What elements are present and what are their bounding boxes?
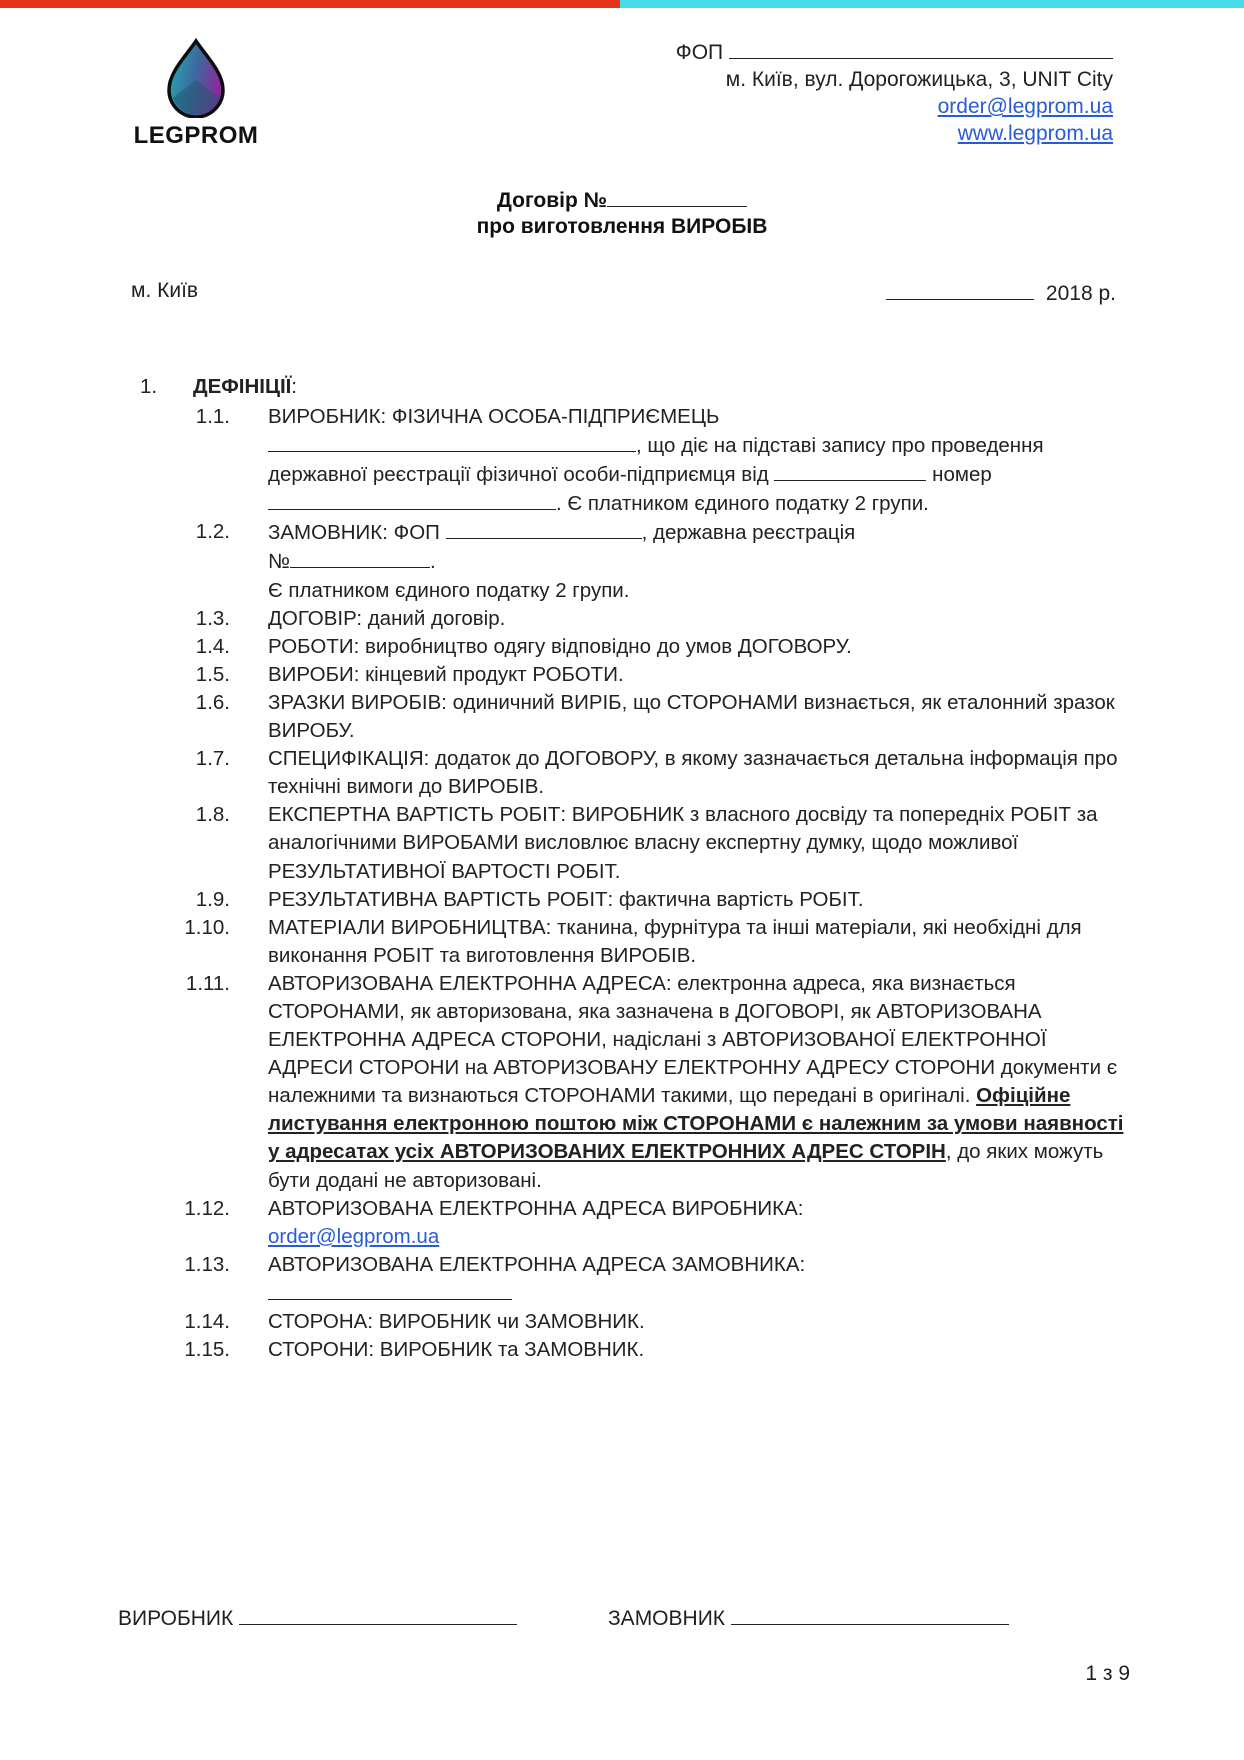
item-text: . Є платником єдиного податку 2 групи. [556,492,929,516]
fop-line [676,38,1113,66]
producer-signature-blank[interactable] [239,1604,517,1625]
customer-registration-blank[interactable] [290,547,430,568]
address: м. Київ, вул. Дорогожицька, 3, UNIT City [725,68,1113,91]
item-number: 1.12. [184,1196,230,1220]
definition-item [0,745,1244,801]
customer-signature-label: ЗАМОВНИК [608,1607,726,1630]
contract-number-label: Договір № [496,189,608,212]
producer-signature-label: ВИРОБНИК [118,1607,234,1630]
item-number: 1.7. [195,747,230,771]
item-number: 1.15. [184,1338,230,1362]
producer-name-blank[interactable] [268,431,636,452]
item-text: ВИРОБИ: кінцевий продукт РОБОТИ. [268,662,624,686]
definition-item [0,1195,1244,1251]
item-text: РОБОТИ: виробництво одягу відповідно до умов ДОГОВОРУ. [268,634,852,658]
item-number: 1.10. [184,915,230,939]
date-blank[interactable] [886,279,1034,300]
definition-item [0,518,1244,604]
item-text: ЗАМОВНИК: ФОП [268,521,440,545]
item-text: АВТОРИЗОВАНА ЕЛЕКТРОННА АДРЕСА ВИРОБНИКА: [268,1196,804,1220]
customer-signature-blank[interactable] [731,1604,1009,1625]
definition-item [0,970,1244,1195]
emphasized-clause: Офіційне листування електронною поштою між СТОРОНАМИ є належним за умови наявності у адресатах усіх АВТОРИЗОВАНИХ ЕЛЕКТРОННИХ АДРЕС СТОРІН [268,1084,1124,1164]
company-header [676,38,1113,147]
registration-number-blank[interactable] [268,489,556,510]
definition-item [0,403,1244,518]
producer-email-link[interactable]: order@legprom.ua [268,1224,440,1248]
item-number: 1.11. [185,971,230,995]
fop-label: ФОП [675,41,724,64]
header-accent-bar-cyan [620,0,1244,8]
date-year: 2018 р. [1045,282,1116,305]
item-text: СПЕЦИФІКАЦІЯ: додаток до ДОГОВОРУ, в якому зазначається детальна інформація про технічні вимоги до ВИРОБІВ. [268,747,1118,799]
item-number: 1.3. [195,606,230,630]
item-text: , до яких можуть бути додані не авторизовані. [268,1140,1104,1192]
place: м. Київ [131,279,199,302]
item-number: 1.1. [195,405,230,428]
item-number: 1.14. [184,1310,230,1333]
item-number: 1.13. [184,1252,230,1276]
company-logo [128,38,264,150]
definition-item [0,801,1244,885]
section-definitions [0,373,1244,1364]
customer-signature [608,1604,1009,1631]
item-text: ЗРАЗКИ ВИРОБІВ: одиничний ВИРІБ, що СТОРОНАМИ визнається, як еталонний зразок ВИРОБУ. [268,690,1115,743]
customer-name-blank[interactable] [446,518,642,539]
section-number: 1. [140,375,158,398]
definition-item [0,1251,1244,1308]
item-number: 1.9. [195,887,230,911]
section-title-colon: : [291,375,297,398]
producer-signature [118,1604,517,1631]
logo-text: LEGPROM [133,122,259,149]
item-text: . [430,550,436,574]
definition-item [0,661,1244,689]
item-text: номер [932,463,992,487]
item-text: АВТОРИЗОВАНА ЕЛЕКТРОННА АДРЕСА ЗАМОВНИКА: [268,1252,806,1276]
definition-item [0,633,1244,661]
contract-number-blank[interactable] [607,186,747,207]
registration-date-blank[interactable] [774,460,926,481]
customer-email-blank[interactable] [268,1279,512,1300]
item-text: Є платником єдиного податку 2 групи. [268,578,630,602]
item-number: 1.8. [195,803,230,827]
item-text: ЕКСПЕРТНА ВАРТІСТЬ РОБІТ: ВИРОБНИК з власного досвіду та попередніх РОБІТ за аналогічними ВИРОБАМИ висловлює власну експертну думку, щодо можливої РЕЗУЛЬТАТИВНОЇ ВАРТОСТІ РОБІТ. [268,803,1098,883]
definition-item [0,1336,1244,1364]
item-text: № [268,550,290,574]
item-text: РЕЗУЛЬТАТИВНА ВАРТІСТЬ РОБІТ: фактична вартість РОБІТ. [268,887,864,911]
item-text: СТОРОНА: ВИРОБНИК чи ЗАМОВНИК. [268,1310,645,1333]
item-text: , державна реєстрація [641,521,856,545]
item-number: 1.5. [195,662,230,686]
item-text: АВТОРИЗОВАНА ЕЛЕКТРОННА АДРЕСА: електронна адреса, яка визнається СТОРОНАМИ, як авторизована, яка зазначена в ДОГОВОРІ, як АВТОРИЗОВАНА ЕЛЕКТРОННА АДРЕСА СТОРОНИ, надіслані з АВТОРИЗОВАНОЇ ЕЛЕКТРОННОЇ АДРЕСИ СТОРОНИ на АВТОРИЗОВАНУ ЕЛЕКТРОННУ АДРЕСУ СТОРОНИ документи є належними та визнаються СТОРОНАМИ такими, що передані в оригіналі. [268,971,1118,1108]
drop-icon [164,38,228,118]
contract-subtitle: про виготовлення ВИРОБІВ [476,215,768,238]
item-number: 1.4. [195,634,230,658]
item-text: СТОРОНИ: ВИРОБНИК та ЗАМОВНИК. [268,1338,645,1362]
item-text: ДОГОВІР: даний договір. [268,606,506,630]
email-link[interactable]: order@legprom.ua [937,95,1113,118]
section-title: ДЕФІНІЦІЇ [193,375,292,398]
item-text: ВИРОБНИК: ФІЗИЧНА ОСОБА-ПІДПРИЄМЕЦЬ [268,405,720,428]
item-number: 1.2. [195,520,230,544]
website-link[interactable]: www.legprom.ua [957,122,1113,145]
definition-item [0,689,1244,745]
definition-item [0,1308,1244,1336]
definition-item [0,886,1244,914]
item-text: МАТЕРІАЛИ ВИРОБНИЦТВА: тканина, фурнітура та інші матеріали, які необхідні для виконання РОБІТ та виготовлення ВИРОБІВ. [268,915,1082,967]
definition-item [0,914,1244,970]
date-line [886,279,1116,306]
definition-item [0,605,1244,633]
item-number: 1.6. [195,690,230,714]
header-accent-bar-red [0,0,620,8]
section-heading [0,373,1244,403]
page-number: 1 з 9 [1085,1662,1130,1685]
fop-blank-field[interactable] [729,38,1113,59]
item-text: , що діє на підставі запису про проведення державної реєстрації фізичної особи-підприємця від [268,434,1044,487]
document-title [0,186,1244,240]
